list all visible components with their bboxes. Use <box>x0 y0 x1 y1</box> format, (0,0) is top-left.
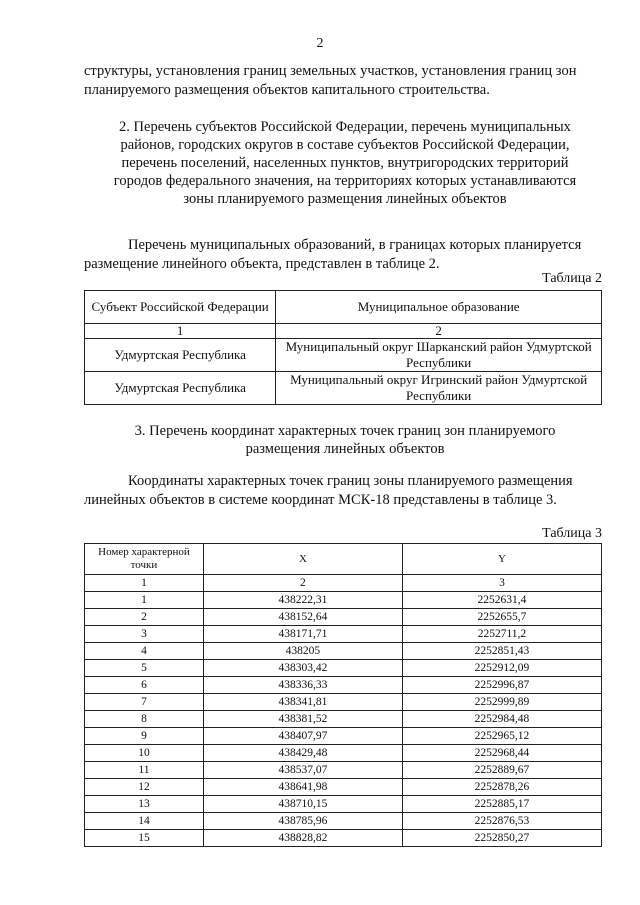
table-cell: 438641,98 <box>203 779 402 796</box>
table-cell: 2252655,7 <box>402 609 601 626</box>
table-cell: 2252851,43 <box>402 643 601 660</box>
table-cell: Муниципальный округ Шарканский район Удмуртской Республики <box>276 339 602 372</box>
page-number: 2 <box>316 36 324 51</box>
table-cell: 2252912,09 <box>402 660 601 677</box>
table-cell: 2 <box>203 575 402 592</box>
table-cell: 438336,33 <box>203 677 402 694</box>
table-2-header-subject: Субъект Российской Федерации <box>85 291 276 324</box>
municipalities-table <box>84 290 602 405</box>
table-row <box>85 711 602 728</box>
table-cell: 2252996,87 <box>402 677 601 694</box>
table-cell: 2252876,53 <box>402 813 601 830</box>
table-cell: 438785,96 <box>203 813 402 830</box>
table-row <box>85 762 602 779</box>
table-cell: 438341,81 <box>203 694 402 711</box>
table-cell: 2252850,27 <box>402 830 601 847</box>
table-row <box>85 677 602 694</box>
table-row <box>85 694 602 711</box>
table-cell: 438171,71 <box>203 626 402 643</box>
table-3-header-x: X <box>203 544 402 575</box>
table-cell: 2252878,26 <box>402 779 601 796</box>
table-cell: 13 <box>85 796 204 813</box>
table-cell: 1 <box>85 575 204 592</box>
table-cell: 15 <box>85 830 204 847</box>
table-cell: 438537,07 <box>203 762 402 779</box>
intro-text: структуры, установления границ земельных участков, установления границ зон планируемого размещения объектов капитального строительства. <box>84 63 577 98</box>
section-3-heading: 3. Перечень координат характерных точек границ зон планируемого размещения линейных объектов <box>134 423 556 457</box>
table-cell: 2252965,12 <box>402 728 601 745</box>
table-row <box>85 813 602 830</box>
table-cell: 438303,42 <box>203 660 402 677</box>
table-2-header-municipality: Муниципальное образование <box>276 291 602 324</box>
coordinates-table-body <box>85 575 602 847</box>
table-cell: 2252631,4 <box>402 592 601 609</box>
table-cell: 438152,64 <box>203 609 402 626</box>
table-cell: 1 <box>85 592 204 609</box>
table-row <box>85 728 602 745</box>
table-3-header-point: Номер характерной точки <box>85 544 204 575</box>
table-row <box>85 372 602 405</box>
table-cell: 2252968,44 <box>402 745 601 762</box>
table-cell: 438429,48 <box>203 745 402 762</box>
section-2-heading: 2. Перечень субъектов Российской Федерации, перечень муниципальных районов, городских округов в составе субъектов Российской Федерации, перечень поселений, населенных пунктов, внутригородских территорий городов федерального значения, на территориях которых устанавливаются зоны планируемого размещения линейных объектов <box>113 119 577 207</box>
table-cell: Удмуртская Республика <box>85 339 276 372</box>
table-cell: 12 <box>85 779 204 796</box>
section-2-paragraph: Перечень муниципальных образований, в границах которых планируется размещение линейного объекта, представлен в таблице 2. <box>84 237 582 272</box>
table-row <box>85 745 602 762</box>
coordinates-table <box>84 543 602 847</box>
table-cell: 438381,52 <box>203 711 402 728</box>
table-cell: 5 <box>85 660 204 677</box>
table-row <box>85 626 602 643</box>
table-cell: 9 <box>85 728 204 745</box>
table-cell: 438205 <box>203 643 402 660</box>
table-row <box>85 643 602 660</box>
table-cell: 14 <box>85 813 204 830</box>
table-cell: 2252885,17 <box>402 796 601 813</box>
table-cell: 2252999,89 <box>402 694 601 711</box>
table-cell: 7 <box>85 694 204 711</box>
table-cell: 438710,15 <box>203 796 402 813</box>
table-3-header-y: Y <box>402 544 601 575</box>
table-cell: 4 <box>85 643 204 660</box>
table-cell: 438828,82 <box>203 830 402 847</box>
table-cell: Муниципальный округ Игринский район Удмуртской Республики <box>276 372 602 405</box>
table-cell: 438222,31 <box>203 592 402 609</box>
table-row <box>85 339 602 372</box>
table-2-column-number: 2 <box>276 324 602 339</box>
table-row <box>85 779 602 796</box>
table-cell: 3 <box>85 626 204 643</box>
table-3-column-numbers <box>85 575 602 592</box>
table-cell: 2252984,48 <box>402 711 601 728</box>
table-cell: 438407,97 <box>203 728 402 745</box>
table-row <box>85 592 602 609</box>
table-row <box>85 796 602 813</box>
table-cell: Удмуртская Республика <box>85 372 276 405</box>
table-cell: 8 <box>85 711 204 728</box>
table-cell: 2 <box>85 609 204 626</box>
table-row <box>85 660 602 677</box>
table-cell: 10 <box>85 745 204 762</box>
table-cell: 11 <box>85 762 204 779</box>
table-3-caption: Таблица 3 <box>542 526 602 541</box>
table-cell: 6 <box>85 677 204 694</box>
table-2-caption: Таблица 2 <box>542 271 602 286</box>
table-cell: 2252711,2 <box>402 626 601 643</box>
table-2-column-number: 1 <box>85 324 276 339</box>
table-cell: 2252889,67 <box>402 762 601 779</box>
table-row <box>85 830 602 847</box>
table-row <box>85 609 602 626</box>
section-3-paragraph: Координаты характерных точек границ зоны планируемого размещения линейных объектов в системе координат МСК-18 представлены в таблице 3. <box>84 473 573 508</box>
table-cell: 3 <box>402 575 601 592</box>
